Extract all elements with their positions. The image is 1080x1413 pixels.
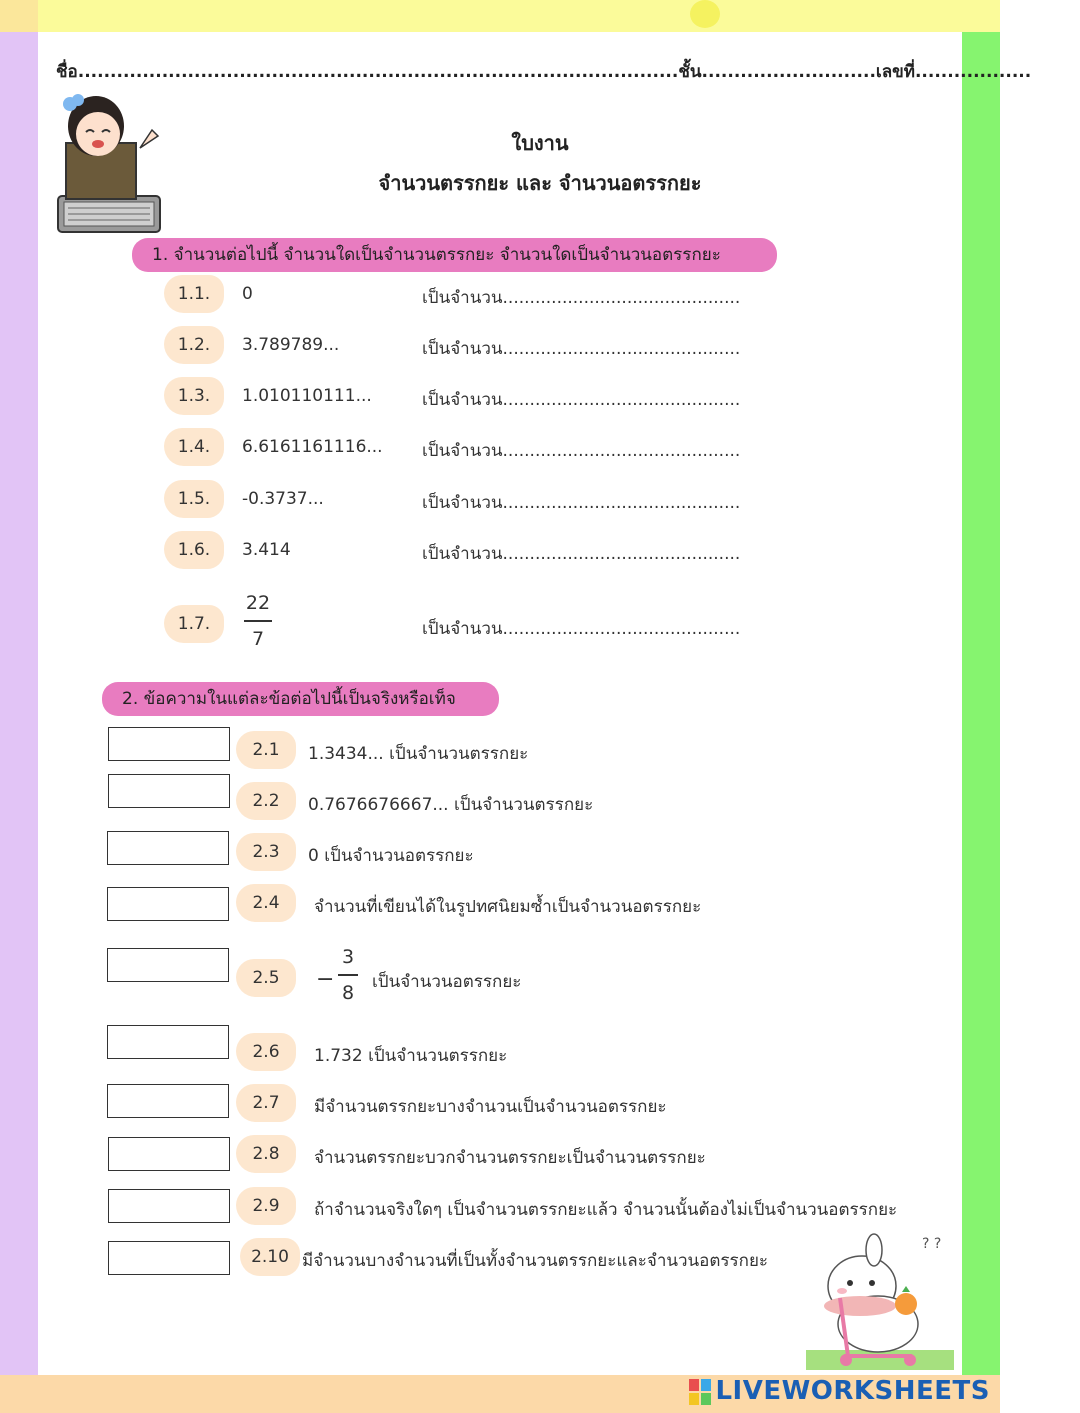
class-label: ชั้น <box>678 62 702 82</box>
statement-text: มีจำนวนตรรกยะบางจำนวนเป็นจำนวนอตรรกยะ <box>314 1097 667 1117</box>
name-field: ชื่อ.............................................................................................ชั้น...........................เลขที่.................. <box>56 62 1032 82</box>
answer-blank[interactable]: เป็นจำนวน............................................ <box>422 544 741 564</box>
item-number: 2.9 <box>236 1187 296 1225</box>
item-number: 2.6 <box>236 1033 296 1071</box>
item-number: 2.1 <box>236 731 296 769</box>
statement-text: ถ้าจำนวนจริงใดๆ เป็นจำนวนตรรกยะแล้ว จำนวนนั้นต้องไม่เป็นจำนวนอตรรกยะ <box>314 1200 898 1220</box>
fraction-denominator: 8 <box>341 981 355 1004</box>
fraction-3-over-8 <box>336 946 360 1004</box>
true-false-answer-box[interactable] <box>107 831 229 865</box>
liveworksheets-logo-icon <box>689 1379 711 1405</box>
statement-text: จำนวนตรรกยะบวกจำนวนตรรกยะเป็นจำนวนตรรกยะ <box>314 1148 706 1168</box>
true-false-answer-box[interactable] <box>107 887 229 921</box>
teacher-laptop-illustration <box>48 88 170 238</box>
answer-blank[interactable]: เป็นจำนวน............................................ <box>422 288 741 308</box>
svg-text:? ?: ? ? <box>922 1236 942 1252</box>
true-false-answer-box[interactable] <box>107 1084 229 1118</box>
true-false-answer-box[interactable] <box>108 774 230 808</box>
item-number: 2.5 <box>236 959 296 997</box>
item-number: 2.10 <box>240 1238 300 1276</box>
fraction-22-over-7 <box>242 592 274 650</box>
item-number: 1.5. <box>164 480 224 518</box>
top-left-corner <box>0 0 38 32</box>
section2-heading: 2. ข้อความในแต่ละข้อต่อไปนี้เป็นจริงหรือเท็จ <box>102 682 499 716</box>
item-number: 1.6. <box>164 531 224 569</box>
answer-blank[interactable]: เป็นจำนวน............................................ <box>422 619 741 639</box>
fraction-bar <box>244 620 272 622</box>
top-color-bar <box>0 0 1000 32</box>
answer-blank[interactable]: เป็นจำนวน............................................ <box>422 441 741 461</box>
statement-text: จำนวนที่เขียนได้ในรูปทศนิยมซ้ำเป็นจำนวนอตรรกยะ <box>314 897 702 917</box>
item-number: 2.2 <box>236 782 296 820</box>
true-false-answer-box[interactable] <box>108 1241 230 1275</box>
liveworksheets-logo: LIVEWORKSHEETS <box>689 1376 990 1406</box>
number-label: เลขที่ <box>875 62 915 82</box>
item-number: 1.4. <box>164 428 224 466</box>
fraction-denominator: 7 <box>251 627 265 650</box>
fraction-bar <box>338 974 358 976</box>
item-value: -0.3737... <box>242 489 324 509</box>
left-color-bar <box>0 0 38 1413</box>
statement-text: 1.732 เป็นจำนวนตรรกยะ <box>314 1046 508 1066</box>
statement-text: มีจำนวนบางจำนวนที่เป็นทั้งจำนวนตรรกยะและจำนวนอตรรกยะ <box>302 1251 769 1271</box>
true-false-answer-box[interactable] <box>108 1137 230 1171</box>
true-false-answer-box[interactable] <box>107 1025 229 1059</box>
statement-text: 1.3434... เป็นจำนวนตรรกยะ <box>308 744 529 764</box>
item-number: 2.4 <box>236 884 296 922</box>
item-number: 1.7. <box>164 605 224 643</box>
fraction-numerator: 22 <box>245 592 271 614</box>
item-number: 2.3 <box>236 833 296 871</box>
true-false-answer-box[interactable] <box>108 1189 230 1223</box>
item-number: 1.2. <box>164 326 224 364</box>
name-label: ชื่อ <box>56 62 78 82</box>
item-number: 2.8 <box>236 1135 296 1173</box>
bunny-scooter-illustration <box>800 1228 960 1373</box>
statement-text: เป็นจำนวนอตรรกยะ <box>372 972 522 992</box>
item-value: 1.010110111... <box>242 386 372 406</box>
statement-text: 0 เป็นจำนวนอตรรกยะ <box>308 846 474 866</box>
item-value: 3.789789... <box>242 335 340 355</box>
fraction-numerator: 3 <box>341 946 355 968</box>
item-value: 6.6161161116... <box>242 437 383 457</box>
item-value: 0 <box>242 284 253 304</box>
true-false-answer-box[interactable] <box>108 727 230 761</box>
section1-heading: 1. จำนวนต่อไปนี้ จำนวนใดเป็นจำนวนตรรกยะ จำนวนใดเป็นจำนวนอตรรกยะ <box>132 238 777 272</box>
answer-blank[interactable]: เป็นจำนวน............................................ <box>422 390 741 410</box>
worksheet-title: ใบงาน <box>511 131 569 155</box>
true-false-answer-box[interactable] <box>107 948 229 982</box>
top-bar-dot <box>690 0 720 28</box>
item-number: 2.7 <box>236 1084 296 1122</box>
answer-blank[interactable]: เป็นจำนวน............................................ <box>422 493 741 513</box>
worksheet-subtitle: จำนวนตรรกยะ และ จำนวนอตรรกยะ <box>378 171 702 195</box>
item-number: 1.3. <box>164 377 224 415</box>
right-color-bar <box>962 0 1000 1413</box>
answer-blank[interactable]: เป็นจำนวน............................................ <box>422 339 741 359</box>
item-number: 1.1. <box>164 275 224 313</box>
statement-text: 0.7676676667... เป็นจำนวนตรรกยะ <box>308 795 594 815</box>
item-value: 3.414 <box>242 540 291 560</box>
minus-sign: − <box>316 967 335 992</box>
